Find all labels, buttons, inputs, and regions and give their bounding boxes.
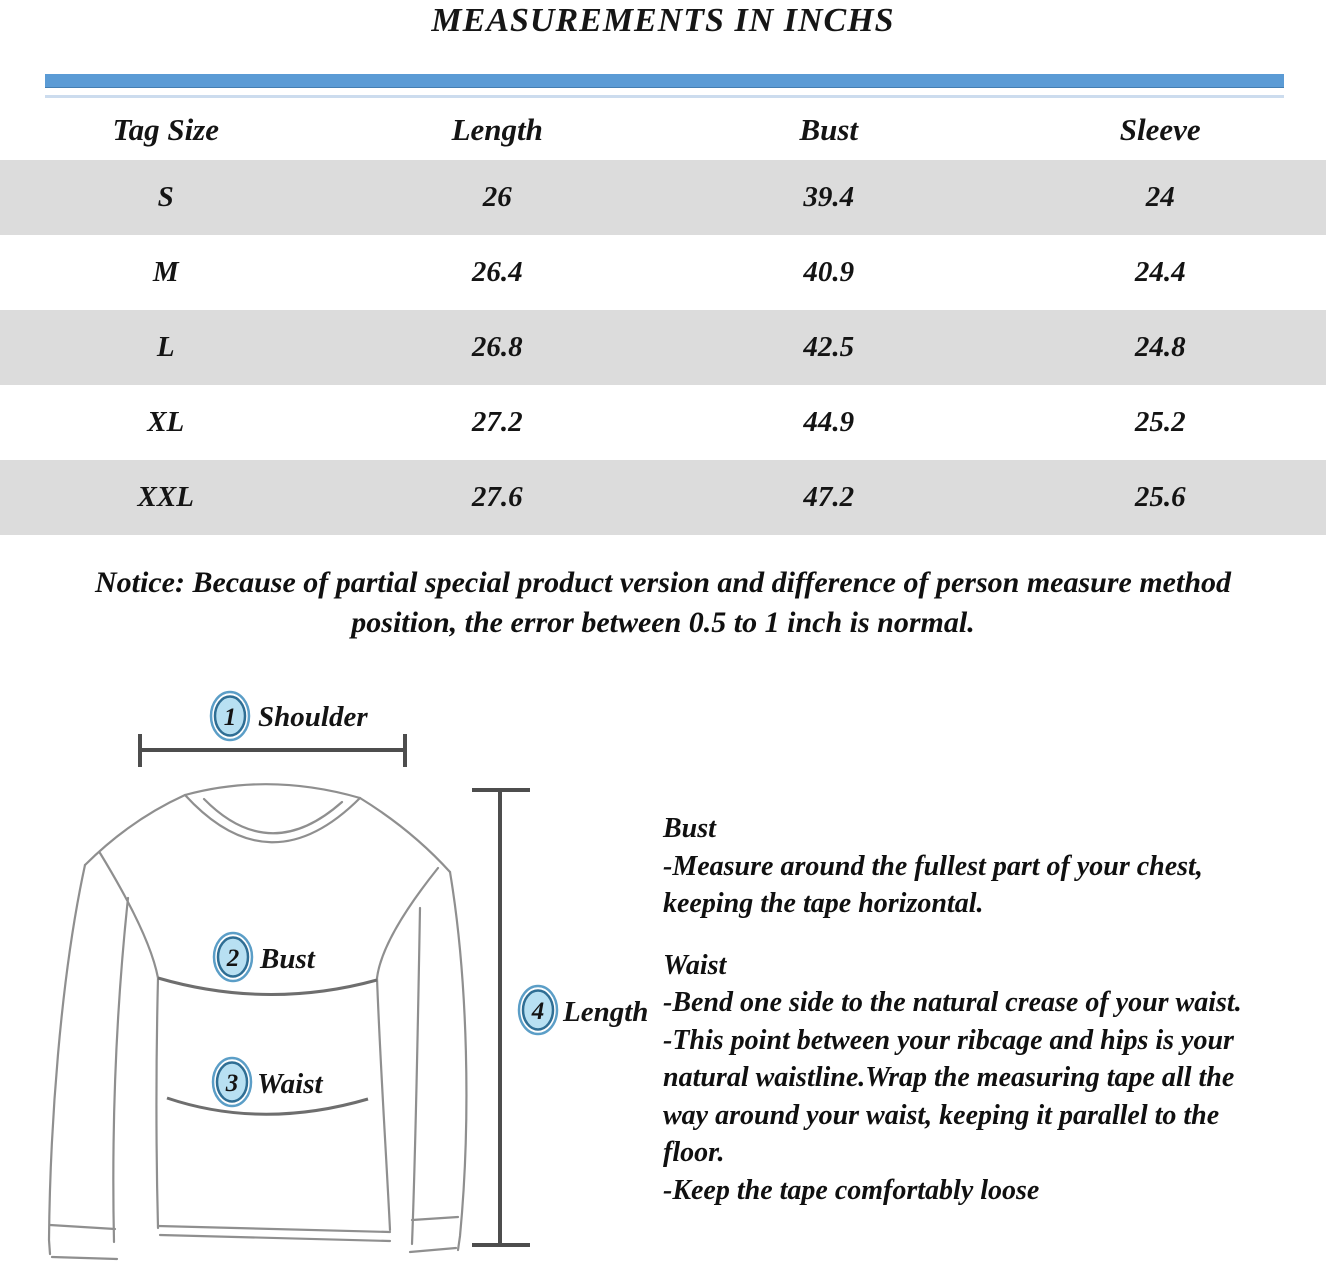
measure-point-4-number: 4 xyxy=(531,998,545,1025)
measure-point-1-badge-icon xyxy=(211,692,249,740)
size-table xyxy=(0,100,1326,535)
cell-size: L xyxy=(156,331,175,363)
column-header-tag-size: Tag Size xyxy=(112,112,220,147)
table-row-xl xyxy=(0,385,1326,460)
cell-length: 26.4 xyxy=(471,256,523,288)
waist-label: Waist xyxy=(257,1068,323,1100)
cell-sleeve: 25.6 xyxy=(1134,481,1186,513)
table-header-row xyxy=(0,100,1326,160)
bust-instruction-line: keeping the tape horizontal. xyxy=(663,888,984,919)
cell-length: 26.8 xyxy=(471,331,523,363)
measure-point-2-number: 2 xyxy=(226,945,240,972)
cell-bust: 39.4 xyxy=(803,181,855,213)
cell-sleeve: 24.4 xyxy=(1134,256,1186,288)
table-row-l xyxy=(0,310,1326,385)
measure-point-1-number: 1 xyxy=(223,704,237,731)
page-title: MEASUREMENTS IN INCHS xyxy=(431,2,895,39)
length-label: Length xyxy=(563,996,649,1028)
waist-instruction-line: floor. xyxy=(663,1137,725,1168)
waist-instructions-heading: Waist xyxy=(663,949,727,981)
table-row-xxl xyxy=(0,460,1326,535)
length-measure-line xyxy=(472,790,530,1245)
cell-size: M xyxy=(152,256,179,288)
measurement-instructions xyxy=(663,810,1323,1209)
table-row-m xyxy=(0,235,1326,310)
notice-text xyxy=(0,563,1326,643)
waist-instruction-line: -Bend one side to the natural crease of your waist. xyxy=(663,987,1242,1018)
shirt-measurement-diagram xyxy=(20,680,665,1263)
notice-line-1: Notice: Because of partial special product version and difference of person measure method xyxy=(94,566,1231,599)
cell-size: S xyxy=(157,181,174,213)
table-row-s xyxy=(0,160,1326,235)
measure-point-3-badge-icon xyxy=(213,1058,251,1106)
shirt-outline xyxy=(49,784,466,1259)
cell-length: 26 xyxy=(482,181,512,213)
accent-bar xyxy=(45,74,1284,88)
waist-instruction-line: way around your waist, keeping it parallel to the xyxy=(663,1099,1220,1131)
measure-point-4-badge-icon xyxy=(519,986,557,1034)
notice-line-2: position, the error between 0.5 to 1 inch is normal. xyxy=(351,606,975,639)
waist-instruction-line: -This point between your ribcage and hips is your xyxy=(663,1024,1234,1056)
bust-instruction-line: -Measure around the fullest part of your chest, xyxy=(663,850,1203,882)
cell-size: XL xyxy=(147,406,185,438)
cell-bust: 44.9 xyxy=(803,406,855,438)
cell-sleeve: 24 xyxy=(1145,181,1175,213)
waist-instruction-line: natural waistline.Wrap the measuring tape all the xyxy=(663,1062,1235,1093)
shoulder-label: Shoulder xyxy=(258,701,368,733)
cell-bust: 40.9 xyxy=(803,256,855,288)
cell-bust: 47.2 xyxy=(803,481,855,513)
cell-sleeve: 24.8 xyxy=(1134,331,1186,363)
cell-size: XXL xyxy=(137,481,194,513)
waist-curve xyxy=(167,1098,368,1114)
measure-point-2-badge-icon xyxy=(214,933,252,981)
bust-label: Bust xyxy=(260,943,315,975)
column-header-length: Length xyxy=(451,112,543,147)
column-header-bust: Bust xyxy=(799,112,859,147)
cell-length: 27.2 xyxy=(471,406,523,438)
bust-curve xyxy=(158,978,377,995)
cell-bust: 42.5 xyxy=(803,331,855,363)
cell-sleeve: 25.2 xyxy=(1134,406,1186,438)
bust-instructions-heading: Bust xyxy=(663,813,716,844)
accent-rule xyxy=(45,95,1284,98)
waist-instruction-line: -Keep the tape comfortably loose xyxy=(663,1174,1040,1206)
column-header-sleeve: Sleeve xyxy=(1119,112,1201,147)
measure-point-3-number: 3 xyxy=(225,1070,239,1097)
shoulder-measure-line xyxy=(140,734,405,767)
cell-length: 27.6 xyxy=(471,481,523,513)
